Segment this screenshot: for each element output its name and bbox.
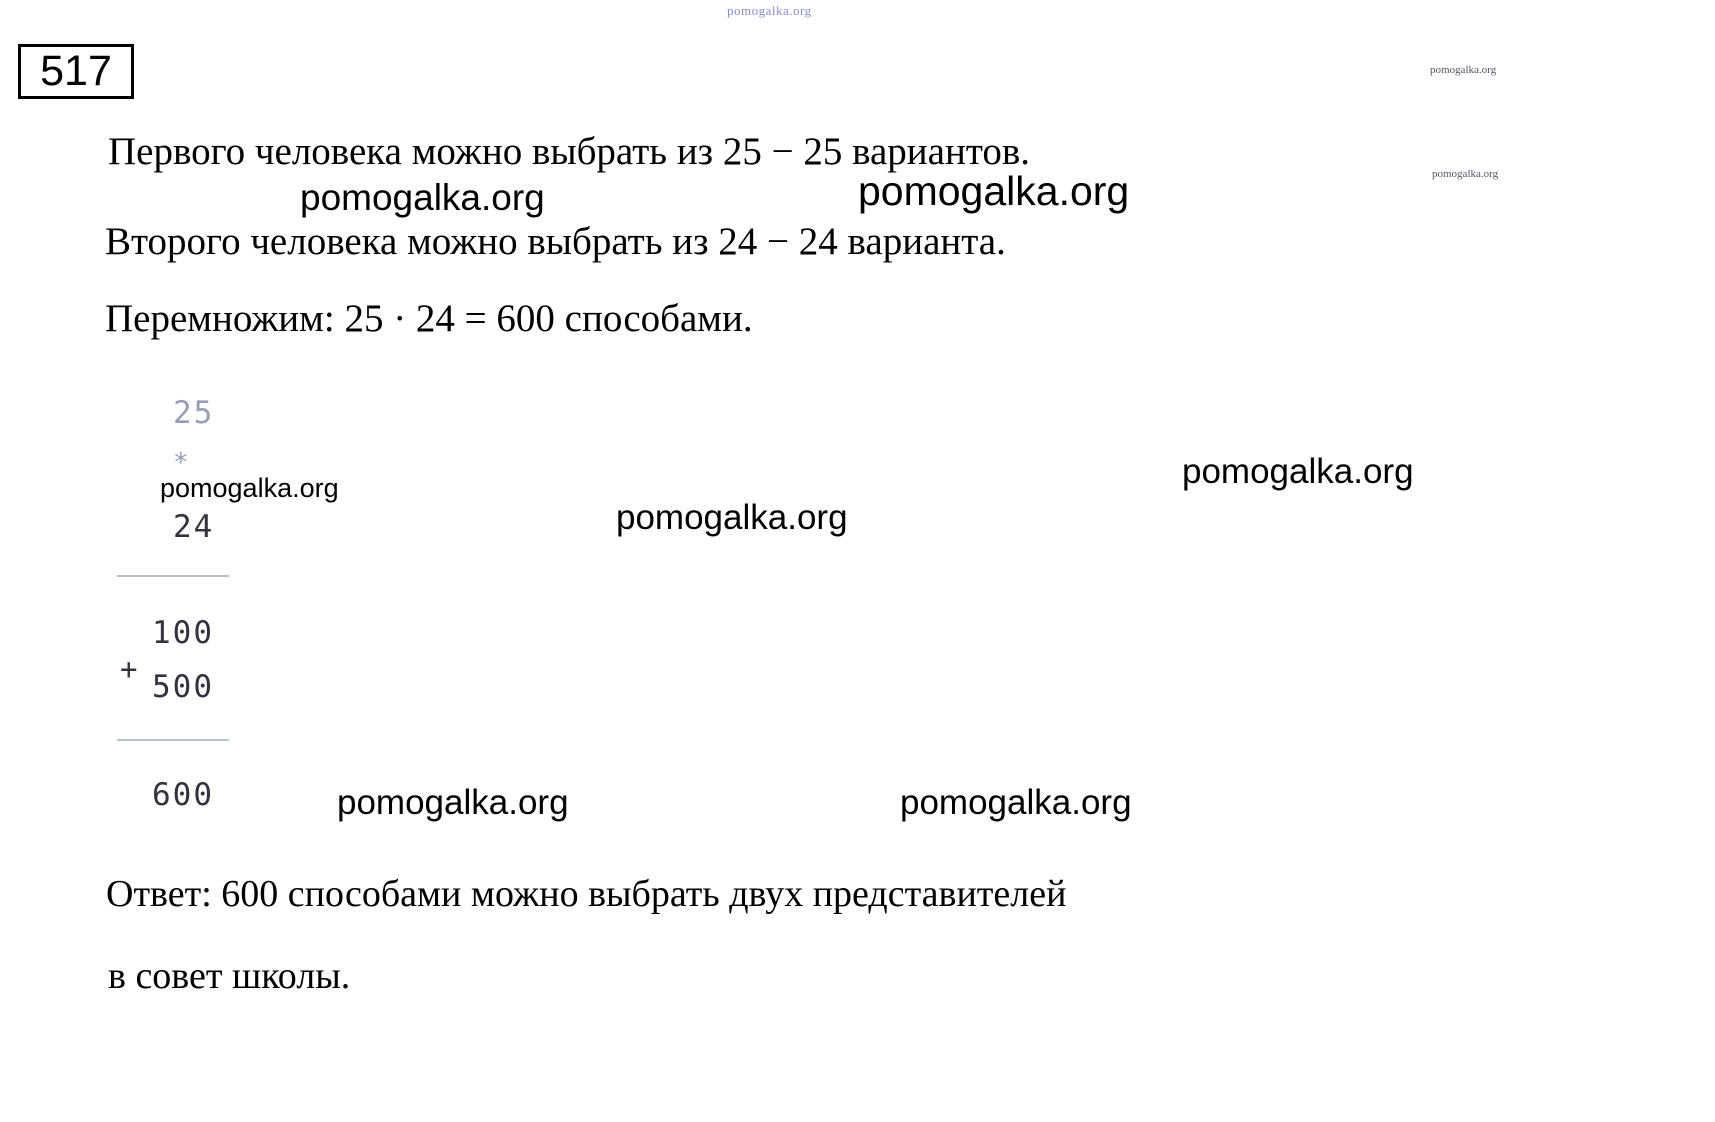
divider-line-bottom (117, 739, 229, 741)
watermark-e: pomogalka.org (1182, 452, 1414, 491)
divider-line-top (117, 575, 229, 577)
partial-product-1: 100 (152, 615, 214, 651)
answer-line-2: в совет школы. (108, 955, 351, 997)
watermark-top: pomogalka.org (727, 3, 812, 18)
partial-product-2: 500 (152, 669, 214, 705)
watermark-f: pomogalka.org (337, 783, 569, 822)
watermark-tiny-top-right: pomogalka.org (1430, 64, 1497, 76)
plus-operator-icon: + (120, 652, 140, 686)
watermark-c: pomogalka.org (160, 473, 339, 503)
solution-line-3: Перемножим: 25 · 24 = 600 способами. (105, 297, 753, 340)
task-number-label: 517 (40, 47, 112, 95)
answer-line-1: Ответ: 600 способами можно выбрать двух представителей (106, 873, 1067, 915)
multiplicand-value: 25 (173, 395, 215, 431)
multiply-operator-icon: * (173, 448, 191, 478)
watermark-b: pomogalka.org (858, 168, 1130, 214)
watermark-a: pomogalka.org (300, 177, 545, 218)
watermark-tiny-right: pomogalka.org (1432, 168, 1499, 180)
solution-line-1: Первого человека можно выбрать из 25 − 25 вариантов. (108, 130, 1031, 173)
solution-line-2: Второго человека можно выбрать из 24 − 24 варианта. (105, 220, 1006, 263)
multiplier-value: 24 (173, 509, 215, 545)
multiplication-result: 600 (152, 777, 214, 813)
watermark-g: pomogalka.org (900, 783, 1132, 822)
task-number-box (18, 44, 134, 99)
watermark-d: pomogalka.org (616, 498, 848, 537)
